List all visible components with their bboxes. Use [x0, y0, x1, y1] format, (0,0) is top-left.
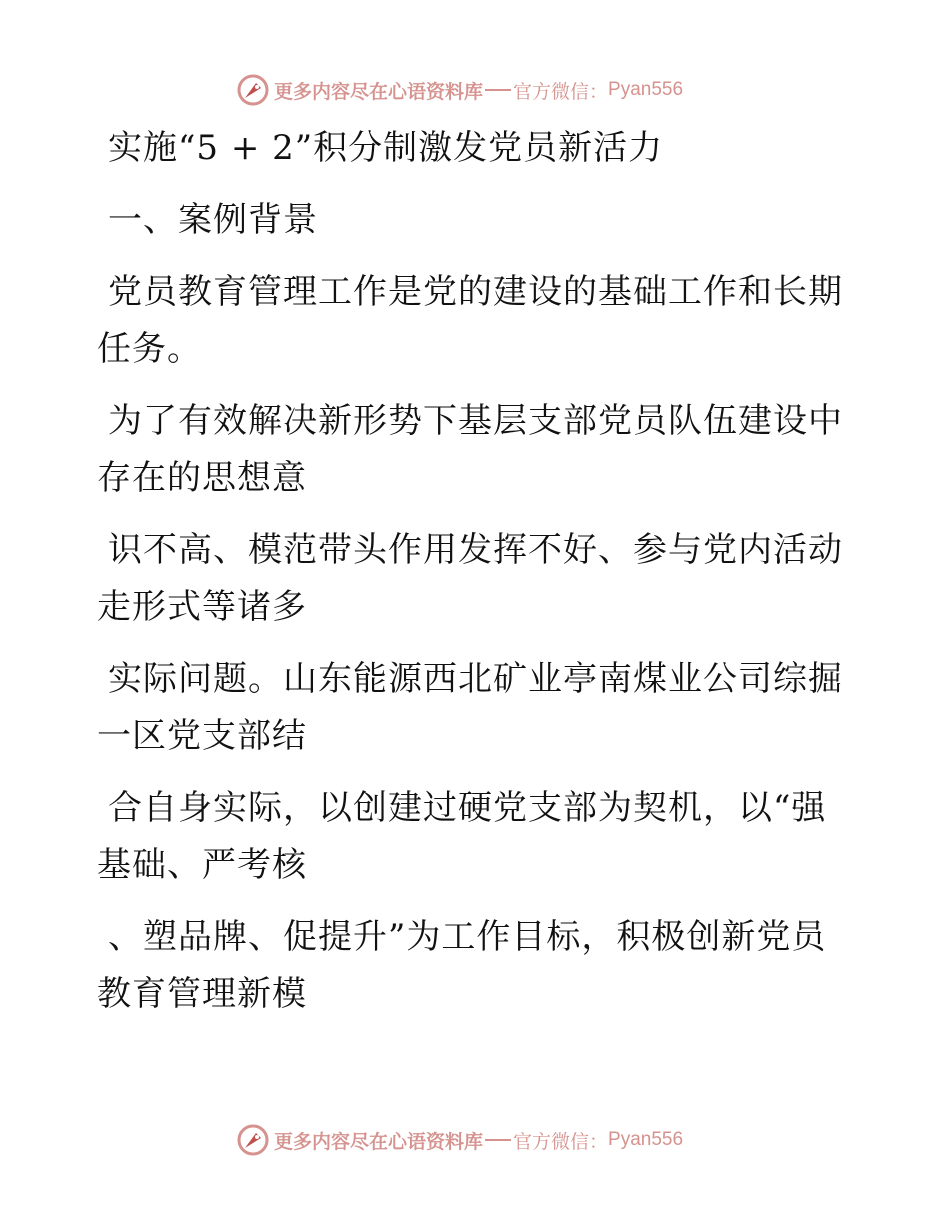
paragraph-line: 识不高、模范带头作用发挥不好、参与党内活动	[108, 530, 843, 570]
paragraph-line: 实际问题。山东能源西北矿业亭南煤业公司综掘	[108, 659, 843, 699]
watermark-site-text: 更多内容尽在心语资料库	[274, 1130, 484, 1153]
document-body	[97, 120, 842, 1023]
paragraph	[97, 264, 842, 378]
paragraph-line: 存在的思想意	[97, 458, 307, 498]
watermark-wechat-label: 官方微信：	[513, 1130, 609, 1153]
paragraph-line: 合自身实际，以创建过硬党支部为契机，以“强	[108, 788, 827, 828]
paragraph	[97, 522, 842, 636]
document-title: 实施“5 + 2”积分制激发党员新活力	[108, 128, 664, 168]
pen-nib-logo-icon	[236, 73, 270, 107]
pen-nib-logo-icon	[236, 1123, 270, 1157]
paragraph-line: 党员教育管理工作是党的建设的基础工作和长期	[108, 272, 843, 312]
footer-watermark	[236, 1122, 683, 1158]
paragraph	[97, 651, 842, 765]
paragraph-line: 为了有效解决新形势下基层支部党员队伍建设中	[108, 401, 843, 441]
paragraph-line: 走形式等诸多	[97, 587, 307, 627]
watermark-site-text: 更多内容尽在心语资料库	[274, 80, 484, 103]
header-watermark	[236, 72, 683, 108]
watermark-wechat-id: Pyan556	[608, 79, 684, 100]
section-heading: 一、案例背景	[108, 200, 318, 240]
paragraph-line: 任务。	[97, 329, 202, 369]
paragraph-line: 教育管理新模	[97, 974, 307, 1014]
paragraph	[97, 780, 842, 894]
watermark-dash	[485, 1139, 511, 1141]
paragraph-line: 一区党支部结	[97, 716, 307, 756]
watermark-wechat-id: Pyan556	[608, 1129, 684, 1150]
paragraph-line: 、塑品牌、促提升”为工作目标，积极创新党员	[108, 917, 827, 957]
paragraph	[97, 909, 842, 1023]
paragraph	[97, 393, 842, 507]
watermark-dash	[485, 89, 511, 91]
paragraph-line: 基础、严考核	[97, 845, 307, 885]
watermark-wechat-label: 官方微信：	[513, 80, 609, 103]
